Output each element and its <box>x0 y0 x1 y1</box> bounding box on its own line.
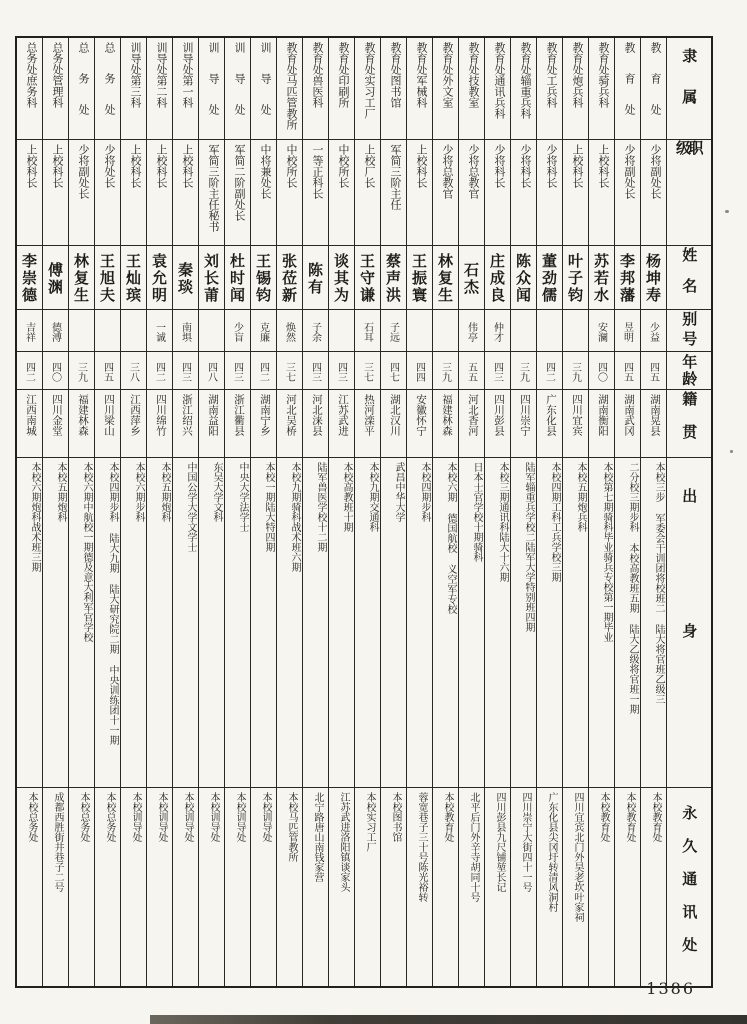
person-column <box>536 38 562 986</box>
name-cell: 王锡钧 <box>251 246 276 310</box>
person-column <box>17 38 42 986</box>
affiliation-cell: 训导处 <box>225 38 250 140</box>
rank-cell: 少将总教官 <box>433 140 458 246</box>
age-cell: 四二 <box>17 352 42 390</box>
background-cell: 本校四期步科 <box>407 458 432 788</box>
address-cell: 本校训导处 <box>260 792 271 842</box>
affiliation-cell: 教育处图书馆 <box>381 38 406 140</box>
background-cell: 陆军辎重兵学校二陆军大学特别班四期 <box>511 458 536 788</box>
alias-cell <box>69 310 94 352</box>
scan-speck <box>730 450 733 453</box>
affiliation-cell: 教育处马匹管教所 <box>277 38 302 140</box>
origin-cell: 福建林森 <box>69 390 94 458</box>
background-cell: 日本士官学校十期骑科 <box>459 458 484 788</box>
address-cell: 本校总务处 <box>104 792 115 842</box>
background-cell: 本校三期通讯科陆大十六期 <box>485 458 510 788</box>
header-background: 出身 <box>667 458 711 788</box>
alias-cell <box>407 310 432 352</box>
affiliation-cell: 教育处军械科 <box>407 38 432 140</box>
rank-cell: 少将科长 <box>485 140 510 246</box>
origin-cell: 广东化县 <box>537 390 562 458</box>
person-column <box>614 38 640 986</box>
rank-cell: 上校科长 <box>147 140 172 246</box>
affiliation-cell: 教育处印刷所 <box>329 38 354 140</box>
rank-cell: 中校所长 <box>277 140 302 246</box>
address-cell: 本校总务处 <box>26 792 37 842</box>
person-column <box>354 38 380 986</box>
origin-cell: 四川彭县 <box>485 390 510 458</box>
background-cell: 本校九期骑科战术班六期 <box>277 458 302 788</box>
background-cell: 中央大学法学士 <box>225 458 250 788</box>
background-cell: 陆军兽医学校十二期 <box>303 458 328 788</box>
alias-cell: 少盲 <box>225 310 250 352</box>
person-column <box>380 38 406 986</box>
origin-cell: 河北吴桥 <box>277 390 302 458</box>
rank-cell: 一等正科长 <box>303 140 328 246</box>
address-cell: 四川彭县九尺铺堃长记 <box>494 792 505 892</box>
background-cell: 本校五期炮兵科 <box>563 458 588 788</box>
header-column <box>666 38 711 986</box>
origin-cell: 湖南衡阳 <box>589 390 614 458</box>
origin-cell: 热河滦平 <box>355 390 380 458</box>
address-cell: 本校训导处 <box>130 792 141 842</box>
rank-cell: 少将总教官 <box>459 140 484 246</box>
background-cell: 本校六期 德国航校 义空军专校 <box>433 458 458 788</box>
person-column <box>432 38 458 986</box>
affiliation-cell: 教育处 <box>615 38 640 140</box>
header-alias: 别号 <box>667 310 711 352</box>
rank-cell: 少将副处长 <box>69 140 94 246</box>
age-cell: 四七 <box>381 352 406 390</box>
person-column <box>640 38 666 986</box>
name-cell: 苏若水 <box>589 246 614 310</box>
background-cell: 本校三步 军委会干训团将校班二 陆大将官班乙级三 <box>641 458 666 788</box>
header-affiliation: 隶属 <box>667 38 711 140</box>
alias-cell: 焕然 <box>277 310 302 352</box>
alias-cell: 少益 <box>641 310 666 352</box>
origin-cell: 四川金堂 <box>43 390 68 458</box>
affiliation-cell: 总务处管理科 <box>43 38 68 140</box>
age-cell: 四三 <box>485 352 510 390</box>
address-cell: 江苏武进洛阳镇谈家头 <box>338 792 349 892</box>
background-cell: 本校九期交通科 <box>355 458 380 788</box>
age-cell: 四二 <box>147 352 172 390</box>
rank-cell: 少将科长 <box>511 140 536 246</box>
alias-cell <box>329 310 354 352</box>
person-column <box>562 38 588 986</box>
person-column <box>276 38 302 986</box>
rank-cell: 上校科长 <box>173 140 198 246</box>
address-cell: 四川宜宾北门外昊老坎叶家祠 <box>572 792 583 922</box>
background-cell: 本校四期步科 陆大九期 陆大研究院二期 中央训练团十一期 <box>95 458 120 788</box>
alias-cell: 一诚 <box>147 310 172 352</box>
background-cell: 本校一期陆大特四期 <box>251 458 276 788</box>
alias-cell: 吉祥 <box>17 310 42 352</box>
name-cell: 陈众闻 <box>511 246 536 310</box>
person-column <box>198 38 224 986</box>
age-cell: 三八 <box>121 352 146 390</box>
background-cell: 本校五期炮科 <box>147 458 172 788</box>
rank-cell: 上校科长 <box>43 140 68 246</box>
origin-cell: 湖北汉川 <box>381 390 406 458</box>
name-cell: 林复生 <box>433 246 458 310</box>
alias-cell: 子远 <box>381 310 406 352</box>
alias-cell <box>433 310 458 352</box>
age-cell: 三七 <box>355 352 380 390</box>
address-cell: 本校教育处 <box>442 792 453 842</box>
name-cell: 秦琰 <box>173 246 198 310</box>
background-cell: 东吴大学文科 <box>199 458 224 788</box>
affiliation-cell: 总务处庶务科 <box>17 38 42 140</box>
background-cell: 本校六期中航校一期德及意大利军官学校 <box>69 458 94 788</box>
age-cell: 四三 <box>173 352 198 390</box>
person-column <box>458 38 484 986</box>
address-cell: 蓉宽巷子三十号陈光裕转 <box>416 792 427 902</box>
rank-cell: 军简三阶主任秘书 <box>199 140 224 246</box>
person-column <box>224 38 250 986</box>
origin-cell: 四川崇宁 <box>511 390 536 458</box>
address-cell: 北宁路唐山南钱家营 <box>312 792 323 882</box>
alias-cell <box>95 310 120 352</box>
name-cell: 董劲儒 <box>537 246 562 310</box>
rank-cell: 上校科长 <box>17 140 42 246</box>
rank-cell: 中校所长 <box>329 140 354 246</box>
origin-cell: 河北香河 <box>459 390 484 458</box>
alias-cell: 安澜 <box>589 310 614 352</box>
person-column <box>302 38 328 986</box>
alias-cell: 克廉 <box>251 310 276 352</box>
alias-cell: 伟亭 <box>459 310 484 352</box>
age-cell: 四三 <box>303 352 328 390</box>
background-cell: 本校高教班十期 <box>329 458 354 788</box>
origin-cell: 湖南晃县 <box>641 390 666 458</box>
address-cell: 本校教育处 <box>624 792 635 842</box>
age-cell: 四四 <box>407 352 432 390</box>
age-cell: 四五 <box>615 352 640 390</box>
rank-cell: 少将处长 <box>95 140 120 246</box>
age-cell: 四二 <box>537 352 562 390</box>
alias-cell <box>199 310 224 352</box>
rank-cell: 中将兼处长 <box>251 140 276 246</box>
affiliation-cell: 教育处兽医科 <box>303 38 328 140</box>
age-cell: 四〇 <box>589 352 614 390</box>
affiliation-cell: 训导处第三科 <box>121 38 146 140</box>
name-cell: 王振寰 <box>407 246 432 310</box>
person-column <box>484 38 510 986</box>
origin-cell: 湖南益阳 <box>199 390 224 458</box>
rank-cell: 上校科长 <box>563 140 588 246</box>
alias-cell: 南埧 <box>173 310 198 352</box>
name-cell: 李崇德 <box>17 246 42 310</box>
origin-cell: 浙江绍兴 <box>173 390 198 458</box>
alias-cell <box>563 310 588 352</box>
alias-cell: 德溥 <box>43 310 68 352</box>
name-cell: 傅渊 <box>43 246 68 310</box>
alias-cell <box>537 310 562 352</box>
person-column <box>172 38 198 986</box>
address-cell: 成都西胜街井巷子二号 <box>52 792 63 892</box>
alias-cell: 仲才 <box>485 310 510 352</box>
background-cell: 本校六期步科 <box>121 458 146 788</box>
origin-cell: 江西南城 <box>17 390 42 458</box>
person-column <box>588 38 614 986</box>
age-cell: 四三 <box>225 352 250 390</box>
person-column <box>250 38 276 986</box>
background-cell: 二分校三期步科 本校高教班五期 陆大乙级将官班一期 <box>615 458 640 788</box>
header-address: 永久通讯处 <box>680 804 699 970</box>
origin-cell: 安徽怀宁 <box>407 390 432 458</box>
address-cell: 本校训导处 <box>156 792 167 842</box>
address-cell: 本校教育处 <box>650 792 661 842</box>
background-cell: 本校第七期骑科毕业骑兵专校第一期毕业 <box>589 458 614 788</box>
affiliation-cell: 教育处技教室 <box>459 38 484 140</box>
rank-cell: 上校厂长 <box>355 140 380 246</box>
address-cell: 四川崇宁大街四十一号 <box>520 792 531 892</box>
name-cell: 叶子钧 <box>563 246 588 310</box>
page-number: 1386 <box>646 979 695 998</box>
rank-cell: 上校科长 <box>407 140 432 246</box>
age-cell: 三九 <box>69 352 94 390</box>
alias-cell: 昱明 <box>615 310 640 352</box>
address-cell: 广东化县尖冈圩转清风洞村 <box>546 792 557 912</box>
name-cell: 李邦藩 <box>615 246 640 310</box>
age-cell: 三九 <box>433 352 458 390</box>
background-cell: 本校五期炮科 <box>43 458 68 788</box>
address-cell: 本校训导处 <box>234 792 245 842</box>
name-cell: 蔡声洪 <box>381 246 406 310</box>
person-column <box>42 38 68 986</box>
address-cell: 本校训导处 <box>208 792 219 842</box>
scan-edge-artifact <box>150 1015 747 1024</box>
age-cell: 五五 <box>459 352 484 390</box>
age-cell: 四三 <box>329 352 354 390</box>
age-cell: 四〇 <box>43 352 68 390</box>
header-origin: 籍贯 <box>667 390 711 458</box>
name-cell: 林复生 <box>69 246 94 310</box>
origin-cell: 江苏武进 <box>329 390 354 458</box>
header-name: 姓名 <box>667 246 711 310</box>
rank-cell: 少将副处长 <box>641 140 666 246</box>
person-column <box>94 38 120 986</box>
rank-cell: 军简二阶副处长 <box>225 140 250 246</box>
origin-cell: 四川梁山 <box>95 390 120 458</box>
rank-cell: 上校科长 <box>589 140 614 246</box>
alias-cell <box>121 310 146 352</box>
name-cell: 庄成良 <box>485 246 510 310</box>
origin-cell: 湖南武冈 <box>615 390 640 458</box>
name-cell: 陈有 <box>303 246 328 310</box>
name-cell: 袁允明 <box>147 246 172 310</box>
origin-cell: 四川绵竹 <box>147 390 172 458</box>
person-column <box>120 38 146 986</box>
rank-cell: 上校科长 <box>121 140 146 246</box>
person-column <box>328 38 354 986</box>
header-rank: 职级 <box>667 140 711 246</box>
person-column <box>510 38 536 986</box>
address-cell: 本校图书馆 <box>390 792 401 842</box>
affiliation-cell: 训导处第一科 <box>173 38 198 140</box>
affiliation-cell: 教育处 <box>641 38 666 140</box>
address-cell: 本校马匹管教所 <box>286 792 297 862</box>
scan-speck <box>725 210 729 213</box>
alias-cell: 石耳 <box>355 310 380 352</box>
name-cell: 王守谦 <box>355 246 380 310</box>
affiliation-cell: 教育处炮兵科 <box>563 38 588 140</box>
age-cell: 四五 <box>95 352 120 390</box>
alias-cell: 子余 <box>303 310 328 352</box>
origin-cell: 湖南宁乡 <box>251 390 276 458</box>
affiliation-cell: 总务处 <box>69 38 94 140</box>
affiliation-cell: 教育处工兵科 <box>537 38 562 140</box>
affiliation-cell: 教育处外文室 <box>433 38 458 140</box>
rank-cell: 军简三阶主任 <box>381 140 406 246</box>
origin-cell: 河北涞县 <box>303 390 328 458</box>
name-cell: 王旭夫 <box>95 246 120 310</box>
background-cell: 中国公学大学文学士 <box>173 458 198 788</box>
header-age: 年龄 <box>667 352 711 390</box>
affiliation-cell: 训导处 <box>199 38 224 140</box>
affiliation-cell: 教育处通讯兵科 <box>485 38 510 140</box>
name-cell: 王灿瑸 <box>121 246 146 310</box>
origin-cell: 四川宜宾 <box>563 390 588 458</box>
name-cell: 谈其为 <box>329 246 354 310</box>
rank-cell: 少将副处长 <box>615 140 640 246</box>
origin-cell: 福建林森 <box>433 390 458 458</box>
name-cell: 张莅新 <box>277 246 302 310</box>
name-cell: 杜时闻 <box>225 246 250 310</box>
affiliation-cell: 教育处实习工厂 <box>355 38 380 140</box>
origin-cell: 浙江衢县 <box>225 390 250 458</box>
person-column <box>406 38 432 986</box>
affiliation-cell: 总务处 <box>95 38 120 140</box>
age-cell: 三七 <box>277 352 302 390</box>
name-cell: 杨坤寿 <box>641 246 666 310</box>
affiliation-cell: 训导处第二科 <box>147 38 172 140</box>
person-column <box>146 38 172 986</box>
rank-cell: 少将科长 <box>537 140 562 246</box>
roster-table <box>15 36 713 988</box>
address-cell: 本校实习工厂 <box>364 792 375 852</box>
affiliation-cell: 训导处 <box>251 38 276 140</box>
person-column <box>68 38 94 986</box>
background-cell: 本校六期炮科战术班三期 <box>17 458 42 788</box>
affiliation-cell: 教育处骑兵科 <box>589 38 614 140</box>
address-cell: 本校教育处 <box>598 792 609 842</box>
address-cell: 本校训导处 <box>182 792 193 842</box>
alias-cell <box>511 310 536 352</box>
origin-cell: 江西萍乡 <box>121 390 146 458</box>
name-cell: 石杰 <box>459 246 484 310</box>
name-cell: 刘长莆 <box>199 246 224 310</box>
age-cell: 三九 <box>511 352 536 390</box>
background-cell: 本校四期工科工兵学校三期 <box>537 458 562 788</box>
age-cell: 四二 <box>251 352 276 390</box>
age-cell: 四八 <box>199 352 224 390</box>
address-cell: 本校总务处 <box>78 792 89 842</box>
age-cell: 三九 <box>563 352 588 390</box>
age-cell: 四五 <box>641 352 666 390</box>
affiliation-cell: 教育处辎重兵科 <box>511 38 536 140</box>
background-cell: 武昌中华大学 <box>381 458 406 788</box>
address-cell: 北平后门外辛寺胡同十号 <box>468 792 479 902</box>
